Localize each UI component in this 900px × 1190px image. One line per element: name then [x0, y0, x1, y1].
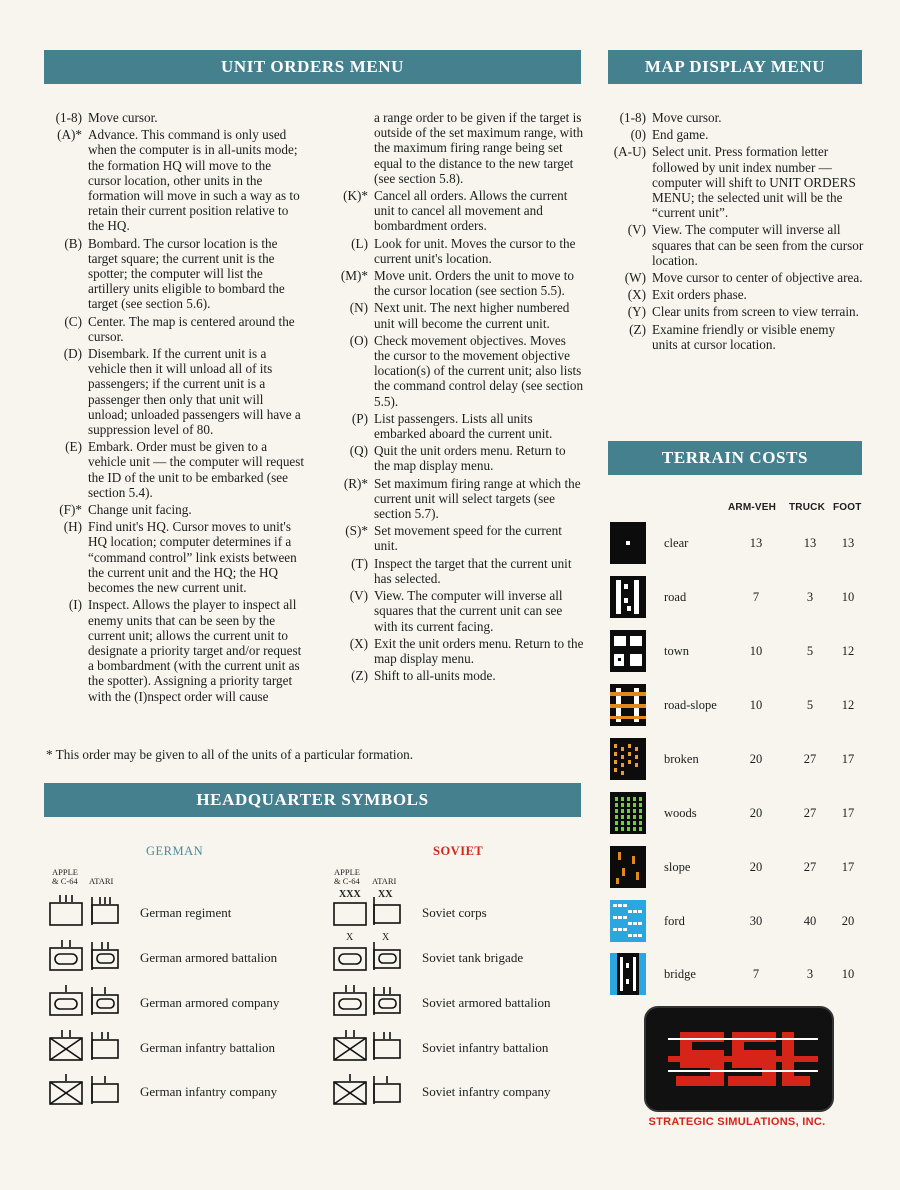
terrain-cost-foot: 10: [841, 967, 855, 981]
terrain-cost-truck: 27: [803, 752, 817, 766]
unit-order-key: (T): [351, 555, 368, 571]
bridge-tile-icon: [610, 953, 646, 995]
ssi-logo-mark: [646, 1008, 832, 1110]
slope-tile-icon: [610, 846, 646, 888]
road-slope-tile-icon: [610, 684, 646, 726]
unit-orders-banner: UNIT ORDERS MENU: [44, 50, 581, 84]
unit-order-text: Next unit. The next higher numbered unit will become the current unit.: [374, 300, 570, 331]
map-display-item: [606, 222, 864, 268]
map-display-key: (V): [627, 222, 646, 238]
german-hq-apple-icon: [46, 983, 86, 1022]
map-display-item: [606, 144, 864, 220]
command-continuation-text: a range order to be given if the target is outside of the set maximum range, with the maximum firing range being set equal to the distance to the new target (see section 5.8).: [374, 110, 584, 186]
unit-order-item: [340, 300, 584, 330]
unit-order-item: [44, 236, 306, 312]
terrain-name: broken: [664, 752, 699, 766]
german-hq-atari-icon: [88, 983, 124, 1022]
soviet-hq-atari-icon: [370, 1028, 406, 1067]
map-display-text: Exit orders phase.: [652, 287, 747, 303]
map-display-key: (X): [627, 287, 646, 303]
unit-order-key: (A)*: [57, 127, 82, 143]
terrain-cost-foot: 17: [841, 806, 855, 820]
terrain-cost-truck: 27: [803, 860, 817, 874]
clear-tile-icon: [610, 522, 646, 564]
map-display-item: [606, 270, 864, 285]
map-display-key: (A-U): [613, 144, 646, 160]
unit-order-key: (D): [63, 346, 82, 362]
col-header-truck: TRUCK: [789, 502, 825, 513]
map-display-text: Move cursor.: [652, 110, 722, 125]
terrain-cost-foot: 12: [841, 698, 855, 712]
map-display-key: (W): [624, 270, 646, 286]
terrain-cost-truck: 5: [806, 698, 814, 712]
unit-order-item: [340, 636, 584, 666]
terrain-cost-truck: 40: [803, 914, 817, 928]
terrain-cost-arm-veh: 10: [749, 644, 763, 658]
german-hq-label: German infantry company: [140, 1084, 278, 1099]
terrain-cost-arm-veh: 10: [749, 698, 763, 712]
unit-order-item: [44, 597, 306, 703]
unit-order-item: [44, 346, 306, 437]
unit-order-key: (X): [349, 635, 368, 651]
map-display-list: [606, 110, 864, 354]
german-heading: GERMAN: [146, 844, 204, 858]
unit-order-item: [44, 110, 306, 125]
unit-order-text: Look for unit. Moves the cursor to the current unit's location.: [374, 235, 576, 266]
unit-order-text: Set movement speed for the current unit.: [374, 523, 562, 554]
german-hq-label: German regiment: [140, 905, 232, 920]
unit-order-text: Cancel all orders. Allows the current unit to cancel all movement and bombardment orders.: [374, 188, 568, 234]
unit-order-text: Move cursor.: [88, 110, 158, 125]
soviet-hq-label: Soviet infantry battalion: [422, 1040, 549, 1055]
terrain-name: slope: [664, 860, 691, 874]
unit-order-text: Disembark. If the current unit is a vehicle then it will unload all of its passengers; if the current unit is a passenger then only that unit will unload; unloaded passengers will have a suppression level of 80.: [88, 346, 301, 438]
soviet-hq-apple-icon: [330, 938, 370, 977]
unit-order-text: Change unit facing.: [88, 502, 192, 518]
soviet-apple-label: APPLE & C-64: [334, 867, 360, 886]
command-continuation: [340, 110, 584, 186]
terrain-cost-foot: 17: [841, 860, 855, 874]
soviet-brigade-mark-atari: X: [382, 932, 390, 943]
col-header-arm-veh: ARM-VEH: [728, 502, 777, 513]
terrain-cost-arm-veh: 7: [752, 967, 760, 981]
ford-tile-icon: [610, 900, 646, 942]
unit-order-text: List passengers. Lists all units embarked aboard the current unit.: [374, 410, 553, 442]
map-display-key: (1-8): [619, 110, 646, 125]
terrain-cost-truck: 13: [803, 536, 817, 550]
unit-order-key: (R)*: [343, 475, 368, 491]
german-hq-atari-icon: [88, 893, 124, 932]
soviet-hq-atari-icon: [370, 1072, 406, 1111]
unit-order-text: Inspect. Allows the player to inspect all enemy units that can be seen by the current unit; allows the current unit to designate a priority target and/or request a bombardment (with the current unit as the spotter). Assigning a priority target with the (I)nspect order will cause: [88, 597, 302, 704]
german-hq-apple-icon: [46, 893, 86, 932]
ssi-logo: [644, 1006, 834, 1112]
unit-orders-left-column: [44, 110, 306, 706]
terrain-cost-arm-veh: 20: [749, 860, 763, 874]
terrain-costs-banner: TERRAIN COSTS: [608, 441, 862, 475]
map-display-item: [606, 304, 864, 319]
soviet-brigade-mark: X: [346, 932, 354, 943]
terrain-cost-arm-veh: 20: [749, 806, 763, 820]
german-hq-apple-icon: [46, 1028, 86, 1067]
soviet-hq-label: Soviet corps: [422, 905, 487, 920]
soviet-hq-label: Soviet infantry company: [422, 1084, 551, 1099]
unit-order-text: Inspect the target that the current unit has selected.: [374, 555, 572, 586]
map-display-item: [606, 127, 864, 142]
terrain-cost-foot: 12: [841, 644, 855, 658]
terrain-cost-truck: 5: [806, 644, 814, 658]
unit-order-item: [340, 411, 584, 441]
road-tile-icon: [610, 576, 646, 618]
soviet-hq-apple-icon: [330, 1072, 370, 1111]
unit-order-item: [44, 314, 306, 344]
unit-order-text: Embark. Order must be given to a vehicle unit — the computer will request the ID of the unit to be embarked (see section 5.4).: [88, 439, 305, 500]
map-display-text: Examine friendly or visible enemy units at cursor location.: [652, 321, 836, 352]
unit-order-item: [340, 188, 584, 234]
terrain-name: road-slope: [664, 698, 717, 712]
unit-order-key: (M)*: [340, 268, 368, 284]
terrain-cost-arm-veh: 30: [749, 914, 763, 928]
unit-order-key: (V): [349, 588, 368, 604]
unit-order-text: Quit the unit orders menu. Return to the map display menu.: [374, 443, 566, 474]
soviet-hq-label: Soviet armored battalion: [422, 995, 551, 1010]
unit-order-key: (Q): [349, 443, 368, 459]
terrain-cost-foot: 20: [841, 914, 855, 928]
unit-order-text: Advance. This command is only used when the computer is in all-units mode; the formation HQ will move to the cursor location, other units in the formation will move in such a way as to retain their current position relative to the HQ.: [88, 127, 300, 234]
map-display-item: [606, 110, 864, 125]
hq-symbols-banner: HEADQUARTER SYMBOLS: [44, 783, 581, 817]
unit-order-item: [340, 556, 584, 586]
german-hq-atari-icon: [88, 1072, 124, 1111]
unit-order-item: [340, 523, 584, 553]
unit-order-item: [340, 668, 584, 683]
unit-order-text: Find unit's HQ. Cursor moves to unit's HQ location; computer determines if a “command control” link exists between the current unit and the HQ; the HQ becomes the new current unit.: [88, 519, 297, 596]
unit-order-text: Check movement objectives. Moves the cursor to the movement objective location(s) of the current unit; also lists the command control delay (see section 5.5).: [374, 332, 584, 409]
unit-order-text: Shift to all-units mode.: [374, 668, 496, 684]
soviet-hq-apple-icon: [330, 1028, 370, 1067]
soviet-corps-mark-atari: XX: [378, 889, 393, 900]
unit-order-item: [44, 439, 306, 500]
unit-orders-right-column: [340, 110, 584, 685]
unit-order-key: (Z): [351, 668, 368, 684]
terrain-name: ford: [664, 914, 685, 928]
soviet-heading: SOVIET: [433, 844, 484, 858]
german-hq-atari-icon: [88, 1028, 124, 1067]
terrain-cost-truck: 27: [803, 806, 817, 820]
soviet-hq-atari-icon: [370, 983, 406, 1022]
terrain-name: woods: [664, 806, 697, 820]
unit-order-text: Bombard. The cursor location is the target square; the current unit is the spotter; the computer will list the artillery units eligible to bombard the target (see section 5.6).: [88, 235, 285, 312]
terrain-name: bridge: [664, 967, 696, 981]
unit-order-key: (O): [349, 332, 368, 348]
unit-order-key: (P): [351, 410, 368, 426]
unit-order-text: Move unit. Orders the unit to move to the cursor location (see section 5.5).: [374, 268, 574, 299]
terrain-cost-foot: 17: [841, 752, 855, 766]
terrain-name: town: [664, 644, 689, 658]
unit-order-text: Set maximum firing range at which the current unit will select targets (see section 5.7).: [374, 475, 581, 522]
unit-order-key: (B): [64, 235, 82, 251]
terrain-name: clear: [664, 536, 689, 550]
german-hq-label: German armored company: [140, 995, 280, 1010]
unit-order-item: [340, 268, 584, 298]
woods-tile-icon: [610, 792, 646, 834]
german-apple-label: APPLE & C-64: [52, 867, 78, 886]
german-hq-label: German armored battalion: [140, 950, 278, 965]
unit-order-item: [44, 502, 306, 517]
map-display-item: [606, 287, 864, 302]
unit-order-key: (C): [64, 313, 82, 329]
unit-orders-footnote: * This order may be given to all of the units of a particular formation.: [46, 747, 414, 762]
unit-order-text: Exit the unit orders menu. Return to the map display menu.: [374, 635, 584, 666]
terrain-cost-arm-veh: 13: [749, 536, 763, 550]
terrain-cost-truck: 3: [806, 967, 814, 981]
unit-order-key: (F)*: [59, 502, 82, 518]
col-header-foot: FOOT: [833, 502, 862, 513]
unit-order-key: (K)*: [343, 188, 368, 204]
map-display-key: (Y): [627, 304, 646, 320]
unit-order-key: (H): [63, 519, 82, 535]
unit-order-item: [340, 588, 584, 634]
soviet-corps-mark: XXX: [339, 889, 361, 900]
map-display-text: Move cursor to center of objective area.: [652, 270, 863, 286]
map-display-key: (Z): [629, 321, 646, 337]
soviet-hq-atari-icon: [370, 938, 406, 977]
unit-order-item: [340, 236, 584, 266]
unit-order-text: View. The computer will inverse all squares that the current unit can see with its current facing.: [374, 588, 563, 634]
unit-order-text: Center. The map is centered around the cursor.: [88, 313, 295, 344]
map-display-text: Clear units from screen to view terrain.: [652, 304, 859, 320]
unit-order-item: [44, 127, 306, 233]
terrain-name: road: [664, 590, 687, 604]
terrain-cost-foot: 10: [841, 590, 855, 604]
terrain-cost-truck: 3: [806, 590, 814, 604]
german-hq-apple-icon: [46, 1072, 86, 1111]
german-hq-apple-icon: [46, 938, 86, 977]
broken-tile-icon: [610, 738, 646, 780]
unit-order-item: [340, 443, 584, 473]
soviet-hq-label: Soviet tank brigade: [422, 950, 524, 965]
unit-order-item: [340, 333, 584, 409]
soviet-atari-label: ATARI: [372, 876, 397, 886]
unit-order-key: (E): [65, 439, 82, 455]
unit-order-key: (L): [351, 235, 368, 251]
soviet-hq-apple-icon: [330, 983, 370, 1022]
german-atari-label: ATARI: [89, 876, 114, 886]
german-hq-atari-icon: [88, 938, 124, 977]
company-name: STRATEGIC SIMULATIONS, INC.: [648, 1116, 826, 1128]
unit-order-item: [44, 519, 306, 595]
map-display-text: End game.: [652, 127, 709, 143]
unit-order-item: [340, 476, 584, 522]
unit-order-key: (N): [349, 300, 368, 316]
terrain-cost-arm-veh: 20: [749, 752, 763, 766]
map-display-text: View. The computer will inverse all squares that can be seen from the cursor location.: [652, 222, 864, 268]
map-display-banner: MAP DISPLAY MENU: [608, 50, 862, 84]
terrain-cost-foot: 13: [841, 536, 855, 550]
town-tile-icon: [610, 630, 646, 672]
german-hq-label: German infantry battalion: [140, 1040, 276, 1055]
unit-order-key: (1-8): [55, 110, 82, 125]
unit-order-key: (S)*: [345, 523, 368, 539]
terrain-cost-arm-veh: 7: [752, 590, 760, 604]
map-display-key: (0): [630, 127, 646, 143]
map-display-text: Select unit. Press formation letter followed by unit index number — computer will shift to UNIT ORDERS MENU; the selected unit will be the “current unit”.: [652, 144, 856, 221]
unit-order-key: (I): [68, 597, 82, 613]
map-display-item: [606, 322, 864, 352]
